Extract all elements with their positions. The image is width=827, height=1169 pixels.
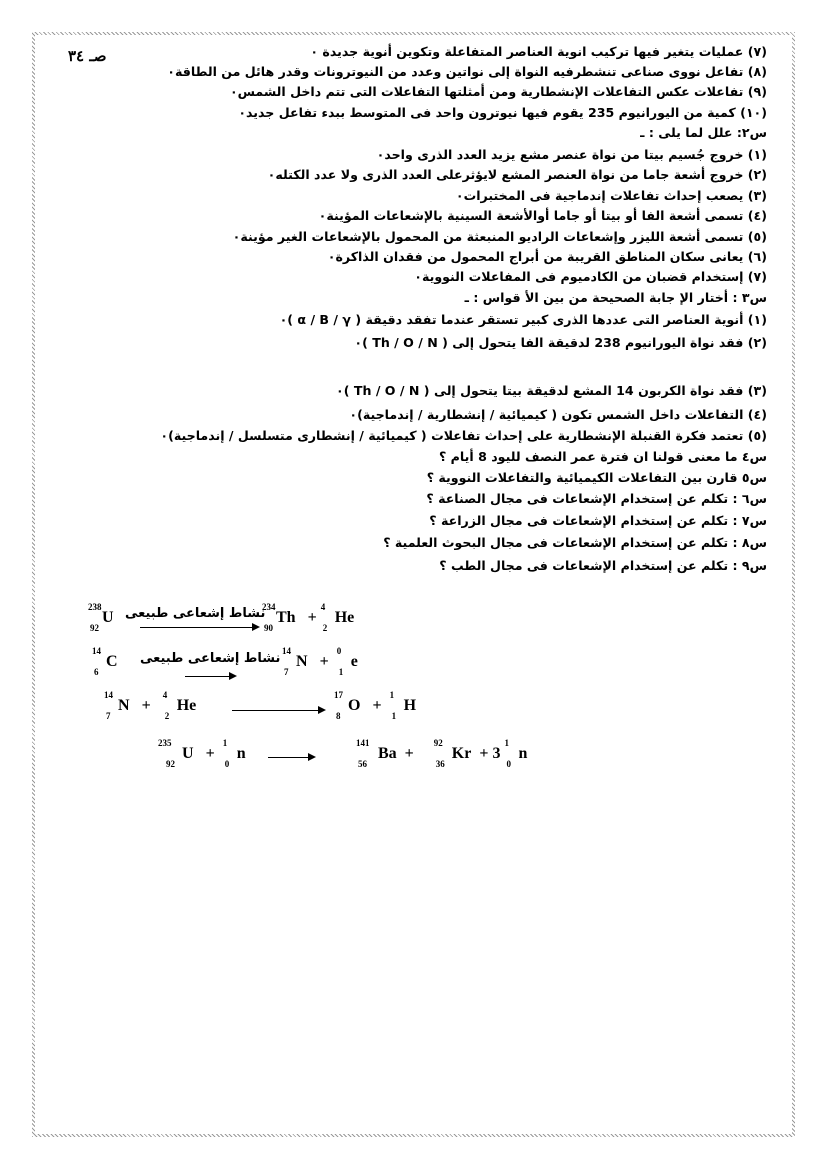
- text-line: س٥ قارن بين التفاعلات الكيميائية والتفاعلات النووية ؟: [426, 470, 767, 485]
- nuclide-oxygen: 17 O 8: [334, 690, 361, 721]
- text-line: (١) خروج جُسيم بيتا من نواة عنصر مشع يزيد العدد الذرى واحد٠: [376, 147, 767, 162]
- text-line: س٤ ما معنى قولنا ان فترة عمر النصف لليود 8 أيام ؟: [438, 449, 767, 464]
- text-line: (٤) تسمى أشعة الفا أو بيتا أو جاما أوالأشعة السينية بالإشعاعات المؤينة٠: [318, 208, 767, 223]
- nuclide-uranium: 238 U 92: [88, 602, 114, 633]
- products: 141 Ba 56 + 92 Kr 36 + 3 1 n 0: [356, 738, 528, 769]
- nuclide-krypton: 92 Kr 36: [433, 738, 472, 769]
- text-line: (٧) عمليات يتغير فيها تركيب انوية العناصر المتفاعلة وتكوين أنوية جديدة ٠: [310, 44, 767, 59]
- text-line: س٧ : تكلم عن إستخدام الإشعاعات فى مجال الزراعة ؟: [429, 513, 767, 528]
- nuclide-nitrogen: 14 N 7: [282, 646, 308, 677]
- reaction-arrow: [140, 627, 258, 628]
- products: 14 N 7 + 0 e 1: [282, 646, 358, 677]
- nuclide-uranium: 235 92 U: [158, 738, 194, 769]
- question-heading: س٢: علل لما يلى : ـ: [640, 125, 767, 140]
- reaction-arrow: [268, 757, 314, 758]
- text-line: (٩) تفاعلات عكس التفاعلات الإنشطارية ومن أمثلتها التفاعلات التى تتم داخل الشمس٠: [229, 84, 767, 99]
- neutron: 1 n 0: [504, 738, 528, 769]
- text-line: (٣) يصعب إحداث تفاعلات إندماجية فى المختبرات٠: [455, 188, 767, 203]
- nuclide-nitrogen: 14 N 7: [104, 690, 130, 721]
- text-line: (٧) إستخدام قضبان من الكادميوم فى المفاعلات النووية٠: [414, 269, 767, 284]
- nuclear-equation-alpha: [88, 602, 114, 633]
- nuclide-helium: 4 He 2: [162, 690, 197, 721]
- text-line: (٣) فقد نواة الكربون 14 المشع لدقيقة بيتا يتحول إلى ( Th / O / N )٠: [336, 383, 767, 398]
- page-number: صـ ٣٤: [68, 47, 107, 65]
- nuclide-hydrogen: 1 H 1: [389, 690, 417, 721]
- text-line: (٨) تفاعل نووى صناعى تنشطرفيه النواة إلى نواتين وعدد من النيوترونات وقدر هائل من الطاقة٠: [167, 64, 767, 79]
- text-line: س٦ : تكلم عن إستخدام الإشعاعات فى مجال الصناعة ؟: [426, 491, 767, 506]
- text-line: (٥) تسمى أشعة الليزر وإشعاعات الراديو المنبعثة من المحمول بالإشعاعات الغير مؤينة٠: [232, 229, 767, 244]
- nuclear-equation-beta: [92, 646, 118, 677]
- text-line: (٥) تعتمد فكرة القنبلة الإنشطارية على إحداث تفاعلات ( كيميائية / إنشطارى متسلسل / إندماجية)٠: [160, 428, 767, 443]
- nuclide-carbon: 14 C 6: [92, 646, 118, 677]
- text-line: (١٠) كمية من اليورانيوم 235 يقوم فيها نيوترون واحد فى المتوسط ببدء تفاعل جديد٠: [238, 105, 767, 120]
- text-line: (٤) التفاعلات داخل الشمس تكون ( كيميائية / إنشطارية / إندماجية)٠: [349, 407, 767, 422]
- question-heading: س٣ : أختار الإ جابة الصحيحة من بين الأ قواس : ـ: [464, 290, 767, 305]
- nuclear-equation-fission: 235 92 U + 1 n 0: [158, 738, 246, 769]
- nuclide-helium: 4 He 2: [320, 602, 355, 633]
- text-line: (٢) خروج أشعة جاما من نواة العنصر المشع لايؤثرعلى العدد الذرى ولا عدد الكتله٠: [267, 167, 767, 182]
- products: 17 O 8 + 1 H 1: [334, 690, 417, 721]
- arrow-label: نشاط إشعاعى طبيعى: [140, 651, 281, 666]
- text-line: (٢) فقد نواة اليورانيوم 238 لدقيقة الفا يتحول إلى ( Th / O / N )٠: [354, 335, 767, 350]
- products: 234 Th 90 + 4 He 2: [262, 602, 355, 633]
- text-line: (٦) يعانى سكان المناطق القريبة من أبراج المحمول من فقدان الذاكرة٠: [327, 249, 767, 264]
- nuclide-thorium: 234 Th 90: [262, 602, 296, 633]
- text-line: س٩ : تكلم عن إستخدام الإشعاعات فى مجال الطب ؟: [439, 558, 767, 573]
- arrow-label: نشاط إشعاعى طبيعى: [125, 606, 266, 621]
- text-line: (١) أنوية العناصر التى عددها الذرى كبير تستقر عندما تفقد دقيقة ( α / B / γ )٠: [279, 312, 767, 327]
- nuclide-barium: 141 Ba 56: [356, 738, 397, 769]
- reaction-arrow: [232, 710, 324, 711]
- neutron: 1 n 0: [222, 738, 246, 769]
- text-line: س٨ : تكلم عن إستخدام الإشعاعات فى مجال البحوث العلمية ؟: [383, 535, 767, 550]
- electron: 0 e 1: [336, 646, 358, 677]
- reaction-arrow: [185, 676, 235, 677]
- nuclear-equation-transmutation: 14 N 7 + 4 He 2: [104, 690, 197, 721]
